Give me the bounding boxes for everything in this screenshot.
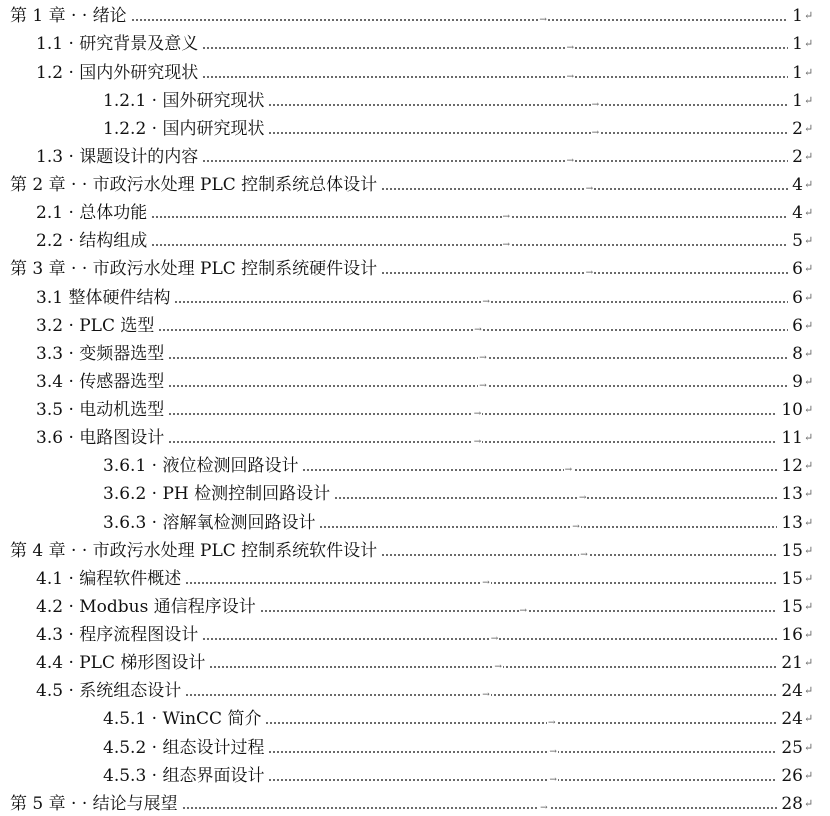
toc-entry[interactable]: [0, 145, 816, 169]
dot-leader: [381, 268, 788, 278]
toc-entry[interactable]: [0, 173, 816, 197]
toc-page-number: 21: [781, 653, 803, 673]
paragraph-mark-icon: ↵: [804, 291, 814, 304]
toc-page-number: 6: [792, 259, 803, 279]
toc-page-number: 12: [781, 456, 803, 476]
dot-leader: [185, 690, 777, 700]
toc-page-number: 15: [781, 541, 803, 561]
paragraph-mark-icon: ↵: [804, 37, 814, 50]
toc-entry-label: 4.5.3 · 组态界面设计: [103, 766, 265, 786]
dot-leader: [131, 15, 789, 25]
toc-entry[interactable]: [0, 511, 816, 535]
dot-leader: [202, 43, 788, 53]
toc-entry-label: 1.2.1 · 国外研究现状: [103, 91, 265, 111]
toc-entry[interactable]: [0, 567, 816, 591]
toc-page-number: 6: [792, 288, 803, 308]
tab-arrow-icon: →: [566, 72, 575, 82]
paragraph-mark-icon: ↵: [804, 66, 814, 79]
dot-leader: [268, 100, 788, 110]
toc-entry[interactable]: [0, 229, 816, 253]
toc-entry[interactable]: [0, 651, 816, 675]
toc-entry[interactable]: [0, 61, 816, 85]
paragraph-mark-icon: ↵: [804, 262, 814, 275]
toc-entry[interactable]: [0, 398, 816, 422]
toc-entry[interactable]: [0, 539, 816, 563]
dot-leader: [260, 606, 778, 616]
paragraph-mark-icon: ↵: [804, 431, 814, 444]
toc-page-number: 15: [781, 569, 803, 589]
toc-page-number: 4: [792, 175, 803, 195]
paragraph-mark-icon: ↵: [804, 684, 814, 697]
toc-entry-label: 3.5 · 电动机选型: [36, 400, 165, 420]
toc-entry[interactable]: [0, 89, 816, 113]
toc-entry-label: 第 1 章 · · 绪论: [10, 6, 127, 26]
tab-arrow-icon: →: [564, 465, 573, 475]
toc-entry-label: 4.4 · PLC 梯形图设计: [36, 653, 206, 673]
toc-entry[interactable]: [0, 623, 816, 647]
toc-entry[interactable]: [0, 370, 816, 394]
toc-page-number: 11: [781, 428, 803, 448]
toc-entry-label: 3.6 · 电路图设计: [36, 428, 165, 448]
toc-entry-label: 2.2 · 结构组成: [36, 231, 148, 251]
paragraph-mark-icon: ↵: [804, 375, 814, 388]
toc-page-number: 16: [781, 625, 803, 645]
toc-entry[interactable]: [0, 342, 816, 366]
toc-entry[interactable]: [0, 679, 816, 703]
dot-leader: [265, 718, 777, 728]
paragraph-mark-icon: ↵: [804, 797, 814, 810]
paragraph-mark-icon: ↵: [804, 347, 814, 360]
dot-leader: [185, 578, 777, 588]
toc-entry-label: 4.1 · 编程软件概述: [36, 569, 182, 589]
paragraph-mark-icon: ↵: [804, 544, 814, 557]
toc-entry-label: 第 5 章 · · 结论与展望: [10, 794, 178, 814]
toc-entry[interactable]: [0, 314, 816, 338]
toc-entry-label: 3.6.1 · 液位检测回路设计: [103, 456, 299, 476]
paragraph-mark-icon: ↵: [804, 94, 814, 107]
dot-leader: [268, 747, 777, 757]
toc-entry[interactable]: [0, 201, 816, 225]
toc-page-number: 13: [781, 513, 803, 533]
toc-entry[interactable]: [0, 792, 816, 816]
paragraph-mark-icon: ↵: [804, 712, 814, 725]
toc-page-number: 4: [792, 203, 803, 223]
toc-entry-label: 1.2 · 国内外研究现状: [36, 63, 199, 83]
toc-entry[interactable]: [0, 4, 816, 28]
paragraph-mark-icon: ↵: [804, 403, 814, 416]
toc-entry-label: 第 4 章 · · 市政污水处理 PLC 控制系统软件设计: [10, 541, 378, 561]
toc-page-number: 2: [792, 147, 803, 167]
toc-page-number: 6: [792, 316, 803, 336]
paragraph-mark-icon: ↵: [804, 459, 814, 472]
paragraph-mark-icon: ↵: [804, 487, 814, 500]
tab-arrow-icon: →: [482, 297, 490, 307]
tab-arrow-icon: →: [591, 128, 600, 138]
paragraph-mark-icon: ↵: [804, 516, 814, 529]
toc-entry[interactable]: [0, 257, 816, 281]
tab-arrow-icon: →: [540, 803, 548, 813]
paragraph-mark-icon: ↵: [804, 572, 814, 585]
paragraph-mark-icon: ↵: [804, 9, 814, 22]
toc-page-number: 9: [792, 372, 803, 392]
dot-leader: [168, 437, 777, 447]
tab-arrow-icon: →: [519, 606, 528, 616]
tab-arrow-icon: →: [549, 747, 557, 757]
toc-page-number: 28: [781, 794, 803, 814]
tab-arrow-icon: →: [479, 353, 487, 363]
paragraph-mark-icon: ↵: [804, 122, 814, 135]
dot-leader: [202, 156, 788, 166]
toc-entry-label: 第 3 章 · · 市政污水处理 PLC 控制系统硬件设计: [10, 259, 378, 279]
dot-leader: [334, 493, 777, 503]
toc-page-number: 24: [781, 709, 803, 729]
tab-arrow-icon: →: [502, 212, 511, 222]
toc-entry[interactable]: [0, 117, 816, 141]
tab-arrow-icon: →: [566, 156, 575, 166]
paragraph-mark-icon: ↵: [804, 178, 814, 191]
dot-leader: [268, 775, 777, 785]
toc-entry[interactable]: [0, 595, 816, 619]
toc-page-number: 1: [792, 91, 803, 111]
toc-page-number: 2: [792, 119, 803, 139]
toc-page-number: 1: [792, 34, 803, 54]
paragraph-mark-icon: ↵: [804, 741, 814, 754]
toc-entry[interactable]: [0, 286, 816, 310]
dot-leader: [319, 522, 777, 532]
tab-arrow-icon: →: [494, 662, 502, 672]
toc-entry-label: 2.1 · 总体功能: [36, 203, 148, 223]
paragraph-mark-icon: ↵: [804, 628, 814, 641]
paragraph-mark-icon: ↵: [804, 600, 814, 613]
toc-page-number: 8: [792, 344, 803, 364]
toc-entry-label: 4.3 · 程序流程图设计: [36, 625, 199, 645]
paragraph-mark-icon: ↵: [804, 234, 814, 247]
toc-page-number: 5: [792, 231, 803, 251]
toc-entry-label: 4.5 · 系统组态设计: [36, 681, 182, 701]
tab-arrow-icon: →: [474, 325, 482, 335]
dot-leader: [302, 465, 777, 475]
toc-entry-label: 4.2 · Modbus 通信程序设计: [36, 597, 256, 617]
toc-entry-label: 3.4 · 传感器选型: [36, 372, 165, 392]
toc-entry-label: 第 2 章 · · 市政污水处理 PLC 控制系统总体设计: [10, 175, 378, 195]
dot-leader: [168, 381, 788, 391]
tab-arrow-icon: →: [482, 690, 490, 700]
dot-leader: [202, 72, 788, 82]
tab-arrow-icon: →: [473, 437, 482, 447]
toc-entry-label: 1.3 · 课题设计的内容: [36, 147, 199, 167]
toc-entry-label: 3.1 整体硬件结构: [36, 288, 171, 308]
toc-page-number: 26: [781, 766, 803, 786]
dot-leader: [174, 297, 788, 307]
toc-entry-label: 4.5.1 · WinCC 简介: [103, 709, 262, 729]
tab-arrow-icon: →: [585, 184, 594, 194]
paragraph-mark-icon: ↵: [804, 319, 814, 332]
tab-arrow-icon: →: [482, 578, 490, 588]
dot-leader: [168, 353, 788, 363]
tab-arrow-icon: →: [479, 381, 487, 391]
tab-arrow-icon: →: [548, 718, 556, 728]
toc-page-number: 15: [781, 597, 803, 617]
toc-entry-label: 3.6.3 · 溶解氧检测回路设计: [103, 513, 316, 533]
toc-entry-label: 4.5.2 · 组态设计过程: [103, 738, 265, 758]
toc-page-number: 25: [781, 738, 803, 758]
dot-leader: [268, 128, 788, 138]
toc-entry[interactable]: [0, 764, 816, 788]
toc-entry-label: 1.2.2 · 国内研究现状: [103, 119, 265, 139]
toc-entry[interactable]: [0, 426, 816, 450]
paragraph-mark-icon: ↵: [804, 656, 814, 669]
paragraph-mark-icon: ↵: [804, 769, 814, 782]
toc-entry[interactable]: [0, 736, 816, 760]
tab-arrow-icon: →: [578, 493, 587, 503]
dot-leader: [158, 325, 788, 335]
dot-leader: [381, 184, 788, 194]
tab-arrow-icon: →: [580, 550, 588, 560]
toc-entry[interactable]: [0, 707, 816, 731]
tab-arrow-icon: →: [591, 100, 600, 110]
dot-leader: [202, 634, 777, 644]
tab-arrow-icon: →: [502, 240, 511, 250]
dot-leader: [209, 662, 777, 672]
toc-entry[interactable]: [0, 482, 816, 506]
paragraph-mark-icon: ↵: [804, 150, 814, 163]
dot-leader: [381, 550, 777, 560]
tab-arrow-icon: →: [585, 268, 594, 278]
dot-leader: [151, 212, 788, 222]
toc-entry-label: 3.2 · PLC 选型: [36, 316, 155, 336]
tab-arrow-icon: →: [549, 775, 557, 785]
dot-leader: [168, 409, 777, 419]
tab-arrow-icon: →: [539, 15, 547, 25]
toc-entry[interactable]: [0, 454, 816, 478]
tab-arrow-icon: →: [490, 634, 499, 644]
toc-page-number: 1: [792, 63, 803, 83]
toc-page-number: 1: [792, 6, 803, 26]
dot-leader: [182, 803, 778, 813]
toc-entry[interactable]: [0, 32, 816, 56]
toc-entry-label: 3.6.2 · PH 检测控制回路设计: [103, 484, 331, 504]
toc-page-number: 10: [781, 400, 803, 420]
tab-arrow-icon: →: [473, 409, 482, 419]
toc-entry-label: 3.3 · 变频器选型: [36, 344, 165, 364]
toc-page-number: 13: [781, 484, 803, 504]
dot-leader: [151, 240, 788, 250]
tab-arrow-icon: →: [566, 43, 575, 53]
tab-arrow-icon: →: [572, 522, 580, 532]
toc-page-number: 24: [781, 681, 803, 701]
paragraph-mark-icon: ↵: [804, 206, 814, 219]
toc-entry-label: 1.1 · 研究背景及意义: [36, 34, 199, 54]
